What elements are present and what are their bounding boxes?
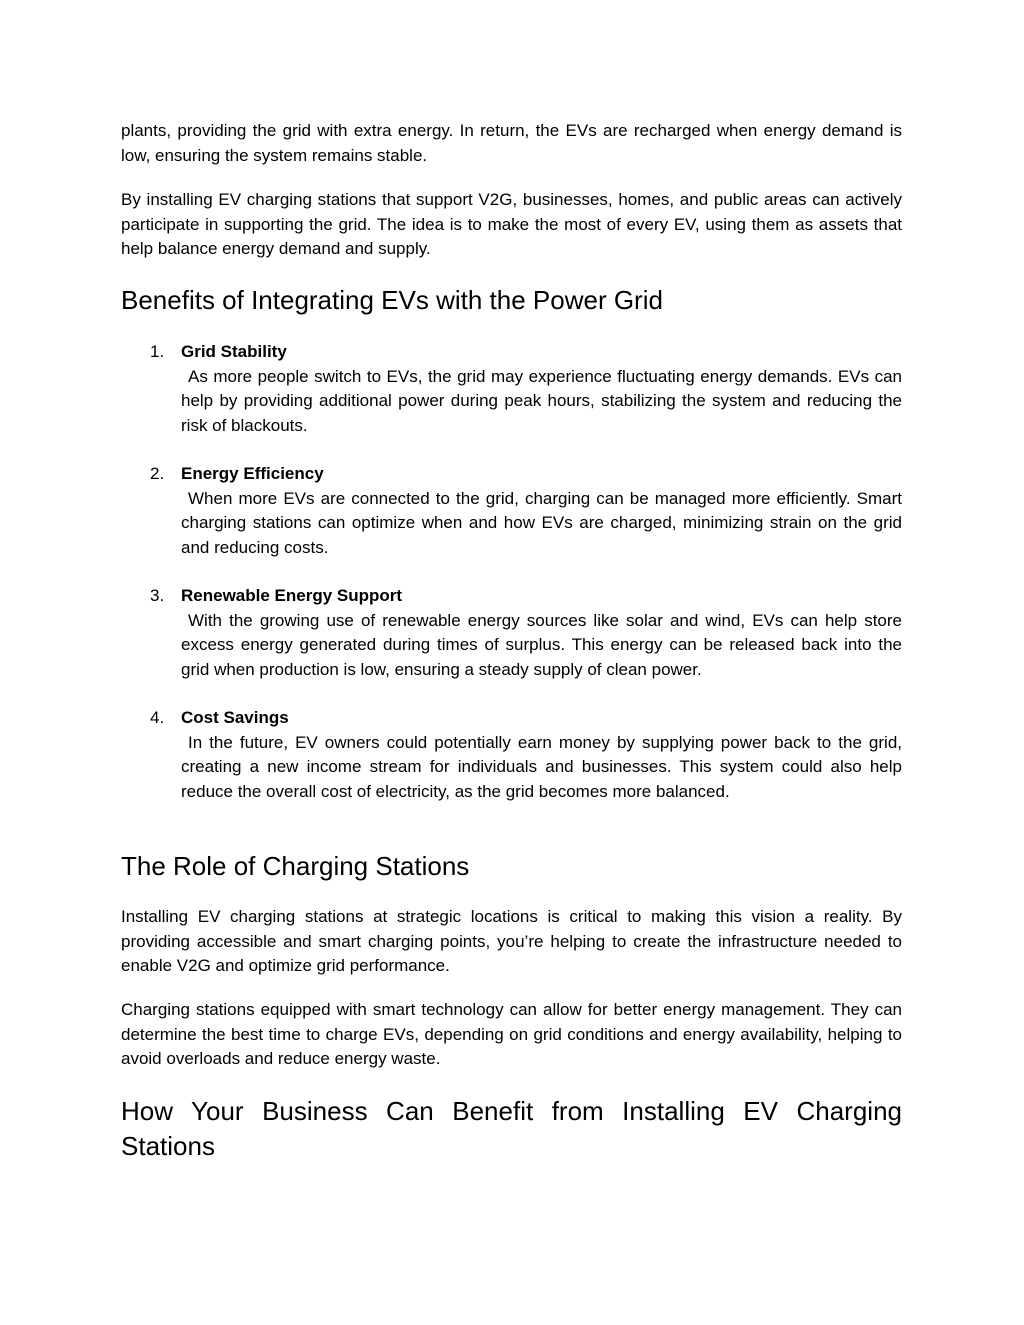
intro-paragraph-1: plants, providing the grid with extra energy. In return, the EVs are recharged when energy demand is low, ensuring the system remains stable.: [121, 121, 902, 165]
list-item-number: 3.: [150, 586, 165, 605]
list-item-title: Cost Savings: [181, 708, 289, 727]
list-item-title: Grid Stability: [181, 342, 287, 361]
list-item-number: 2.: [150, 464, 165, 483]
list-item-title: Energy Efficiency: [181, 464, 324, 483]
list-item-text: When more EVs are connected to the grid, charging can be managed more efficiently. Smart charging stations can optimize when and how EVs are charged, minimizing strain on the grid and reducing costs.: [181, 488, 902, 557]
list-item-number: 4.: [150, 708, 165, 727]
list-item-title: Renewable Energy Support: [181, 586, 403, 605]
list-item: [121, 584, 902, 682]
role-paragraph-1: Installing EV charging stations at strategic locations is critical to making this vision a reality. By providing accessible and smart charging points, you’re helping to create the infrastructure needed to enable V2G and optimize grid performance.: [121, 907, 902, 975]
list-item-text: In the future, EV owners could potentially earn money by supplying power back to the grid, creating a new income stream for individuals and businesses. This system could also help reduce the overall cost of electricity, as the grid becomes more balanced.: [181, 732, 902, 801]
list-item-text: With the growing use of renewable energy sources like solar and wind, EVs can help store excess energy generated during times of surplus. This energy can be released back into the grid when production is low, ensuring a steady supply of clean power.: [181, 610, 902, 679]
role-heading: The Role of Charging Stations: [121, 851, 470, 881]
intro-paragraph-2: By installing EV charging stations that support V2G, businesses, homes, and public areas can actively participate in supporting the grid. The idea is to make the most of every EV, using them as assets that help balance energy demand and supply.: [121, 190, 902, 258]
benefits-heading: Benefits of Integrating EVs with the Power Grid: [121, 285, 663, 315]
role-paragraph-2: Charging stations equipped with smart technology can allow for better energy management. They can determine the best time to charge EVs, depending on grid conditions and energy availability, helping to avoid overloads and reduce energy waste.: [121, 1000, 902, 1068]
list-item: [121, 340, 902, 438]
list-item-text: As more people switch to EVs, the grid may experience fluctuating energy demands. EVs can help by providing additional power during peak hours, stabilizing the system and reducing the risk of blackouts.: [181, 366, 902, 435]
list-item-number: 1.: [150, 342, 165, 361]
list-item: [121, 462, 902, 560]
list-item: [121, 706, 902, 804]
business-heading: How Your Business Can Benefit from Installing EV Charging Stations: [121, 1096, 902, 1161]
